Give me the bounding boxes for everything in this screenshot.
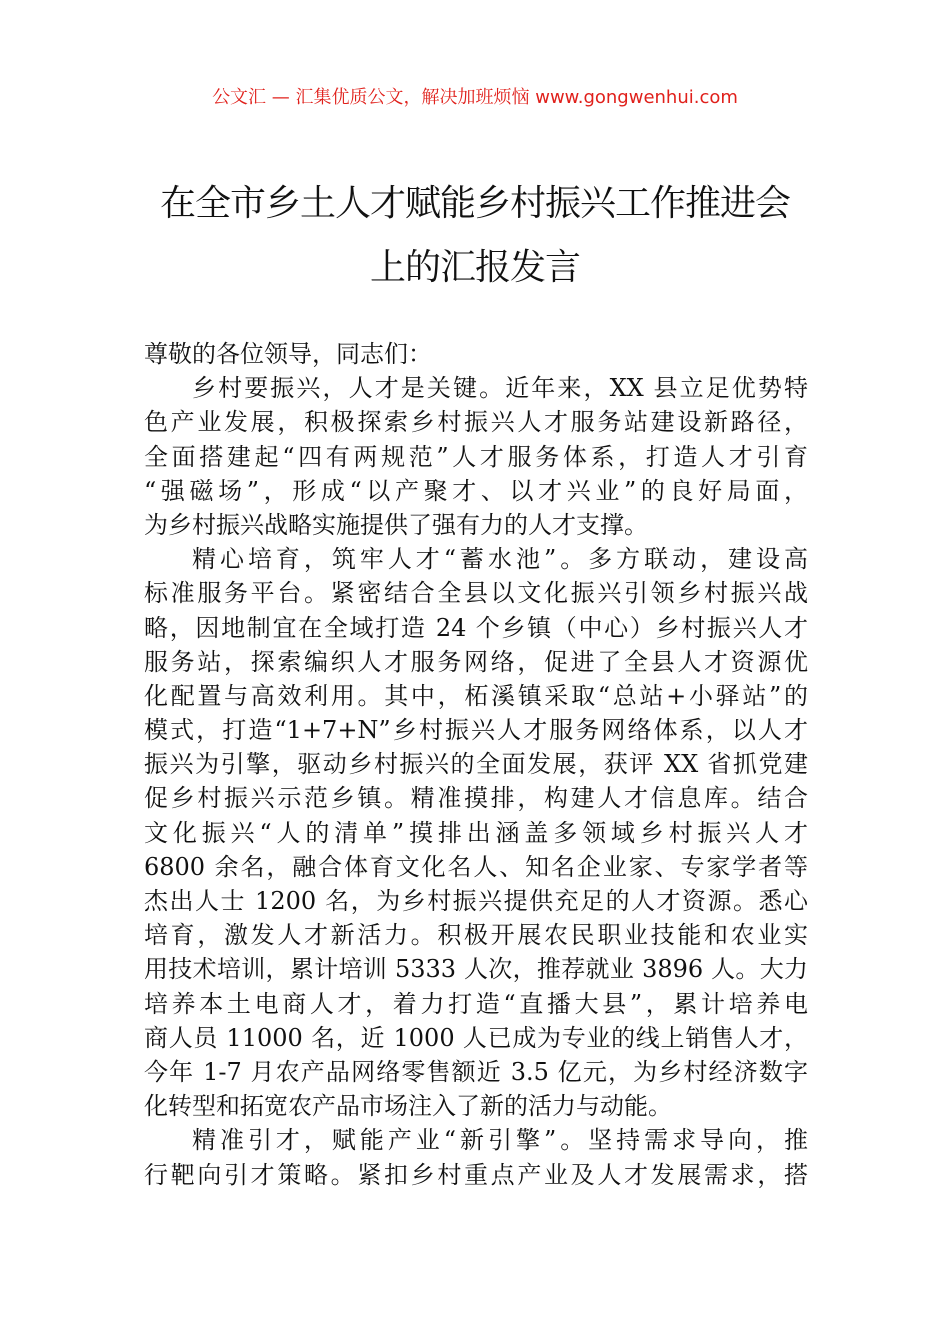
document-body xyxy=(144,337,808,1192)
body-line: 培养本土电商人才，着力打造“直播大县”，累计培养电 xyxy=(144,989,808,1018)
body-line: 服务站，探索编织人才服务网络，促进了全县人才资源优 xyxy=(144,647,808,676)
body-line: 振兴为引擎，驱动乡村振兴的全面发展，获评 XX 省抓党建 xyxy=(144,750,808,779)
body-line: 行靶向引才策略。紧扣乡村重点产业及人才发展需求，搭 xyxy=(144,1160,808,1189)
body-line: 文化振兴“人的清单”摸排出涵盖多领域乡村振兴人才 xyxy=(144,818,808,847)
site-banner[interactable]: 公文汇 — 汇集优质公文，解决加班烦恼 www.gongwenhui.com xyxy=(212,87,738,108)
body-line: 化配置与高效利用。其中，柘溪镇采取“总站+小驿站”的 xyxy=(144,681,808,710)
body-line: 今年 1-7 月农产品网络零售额近 3.5 亿元，为乡村经济数字 xyxy=(144,1057,808,1086)
body-line: 略，因地制宜在全域打造 24 个乡镇（中心）乡村振兴人才 xyxy=(144,613,808,642)
document-title xyxy=(100,172,850,300)
body-line: 模式，打造“1+7+N”乡村振兴人才服务网络体系，以人才 xyxy=(144,716,808,745)
body-line: 用技术培训，累计培训 5333 人次，推荐就业 3896 人。大力 xyxy=(144,955,808,984)
body-line: 培育，激发人才新活力。积极开展农民职业技能和农业实 xyxy=(144,921,808,950)
body-line: 全面搭建起“四有两规范”人才服务体系，打造人才引育 xyxy=(144,442,808,471)
body-line: 色产业发展，积极探索乡村振兴人才服务站建设新路径， xyxy=(144,408,808,437)
body-line: 杰出人士 1200 名，为乡村振兴提供充足的人才资源。悉心 xyxy=(144,887,808,915)
body-line: 6800 余名，融合体育文化名人、知名企业家、专家学者等 xyxy=(144,852,808,881)
body-line: 为乡村振兴战略实施提供了强有力的人才支撑。 xyxy=(144,510,648,539)
body-line: 商人员 11000 名，近 1000 人已成为专业的线上销售人才， xyxy=(144,1023,808,1052)
body-line: 标准服务平台。紧密结合全县以文化振兴引领乡村振兴战 xyxy=(144,579,808,608)
body-line: 精准引才，赋能产业“新引擎”。坚持需求导向，推 xyxy=(192,1126,808,1155)
body-line: “强磁场”，形成“以产聚才、以才兴业”的良好局面， xyxy=(144,476,808,505)
body-line: 精心培育，筑牢人才“蓄水池”。多方联动，建设高 xyxy=(192,545,808,574)
body-line: 化转型和拓宽农产品市场注入了新的活力与动能。 xyxy=(144,1092,672,1121)
salutation: 尊敬的各位领导，同志们： xyxy=(144,340,432,368)
title-line-1: 在全市乡土人才赋能乡村振兴工作推进会 xyxy=(159,183,790,224)
body-line: 促乡村振兴示范乡镇。精准摸排，构建人才信息库。结合 xyxy=(144,784,808,813)
body-line: 乡村要振兴，人才是关键。近年来，XX 县立足优势特 xyxy=(192,374,808,403)
title-line-2: 上的汇报发言 xyxy=(369,247,580,288)
